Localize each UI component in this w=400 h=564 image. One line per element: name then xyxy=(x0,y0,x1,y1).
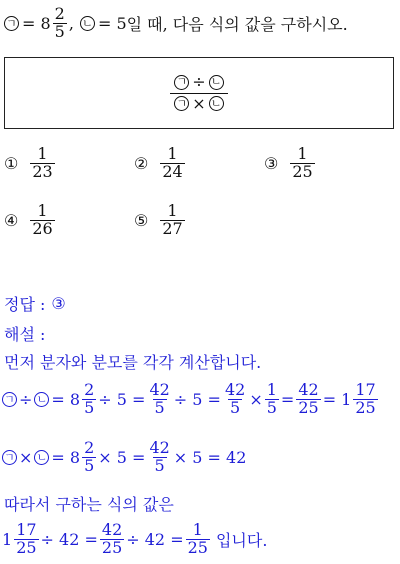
explanation-label: 해설 : xyxy=(4,325,46,344)
answer-label: 정답 : xyxy=(4,295,46,314)
box-fraction xyxy=(170,71,227,113)
equals-eight: = 8 xyxy=(22,13,51,33)
option-3[interactable]: ③ $\frac{1}{25}$ xyxy=(264,144,313,181)
equals-five: = 5 xyxy=(97,13,127,33)
explanation-line-2: ㄱ ÷ ㄴ = 8 $\frac{2}{5}$ ÷ 5 = $\frac{42}{5}$ ÷ 5 = $\frac{42}{5}$ × $\frac{1}{5}$ = $\frac{42}{25}$ = 1 $\frac{17}{25}$ xyxy=(2,382,380,417)
explanation-line-4: 따라서 구하는 식의 값은 xyxy=(4,495,174,514)
option-1[interactable]: ① $\frac{1}{23}$ xyxy=(4,144,53,181)
option-4[interactable]: ④ $\frac{1}{26}$ xyxy=(4,201,53,238)
answer-value: ③ xyxy=(51,294,66,313)
circled-giyeok: ㄱ xyxy=(4,16,19,31)
option-2[interactable]: ② $\frac{1}{24}$ xyxy=(134,144,183,181)
question-text xyxy=(4,6,348,41)
box-denominator: ㄱ × ㄴ xyxy=(170,93,227,113)
explanation-line-3: ㄱ × ㄴ = 8 $\frac{2}{5}$ × 5 = $\frac{42}{5}$ × 5 = 42 xyxy=(2,440,246,475)
answer-line xyxy=(4,292,66,315)
circled-nieun: ㄴ xyxy=(80,16,95,31)
explanation-line-5: 1 $\frac{17}{25}$ ÷ 42 = $\frac{42}{25}$ ÷ 42 = $\frac{1}{25}$ 입니다. xyxy=(2,520,268,557)
question-tail: 일 때, 다음 식의 값을 구하시오. xyxy=(126,14,348,34)
expression-box xyxy=(4,57,394,129)
explanation-line-1: 먼저 분자와 분모를 각각 계산합니다. xyxy=(4,353,262,372)
option-5[interactable]: ⑤ $\frac{1}{27}$ xyxy=(134,201,183,238)
box-numerator: ㄱ ÷ ㄴ xyxy=(170,74,227,93)
comma: , xyxy=(68,13,74,33)
fraction-two-fifths: $\frac{2}{5}$ xyxy=(54,4,65,41)
